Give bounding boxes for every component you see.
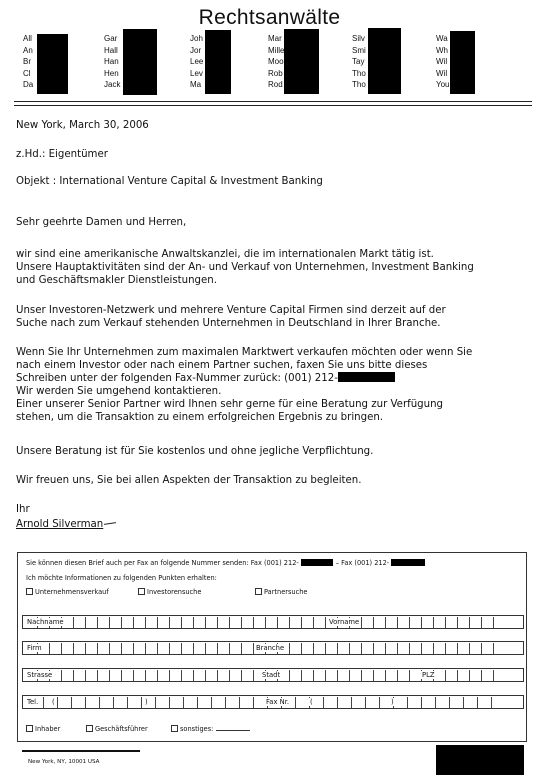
character-box-divider [99, 697, 100, 708]
fax-paren-open: ( [310, 698, 313, 706]
footer-rule [22, 750, 140, 752]
character-box-divider [493, 617, 494, 628]
character-box-divider [145, 670, 146, 681]
character-box-divider [169, 617, 170, 628]
checkbox-inhaber[interactable] [26, 725, 60, 733]
partner-name: Mar [268, 34, 282, 43]
redaction-block [368, 28, 401, 94]
character-box-divider [295, 697, 296, 708]
checkbox-label: sonstiges: [180, 725, 214, 733]
fax-number-text: Schreiben unter der folgenden Fax-Nummer zurück: (001) 212- [16, 373, 338, 384]
header-rule [14, 105, 532, 106]
character-box-divider [289, 617, 290, 628]
checkbox-sonstiges[interactable] [171, 725, 250, 733]
character-box-divider [133, 670, 134, 681]
character-box-divider [211, 697, 212, 708]
partner-name-column [104, 33, 120, 91]
letter-paragraph-4: Unsere Beratung ist für Sie kostenlos und ohne jegliche Verpflichtung. [16, 446, 374, 457]
partner-name: All [23, 34, 32, 43]
checkbox-icon [26, 588, 33, 595]
field-label-firm: Firm [27, 644, 42, 652]
character-box-divider [197, 697, 198, 708]
character-box-divider [127, 697, 128, 708]
character-box-divider [433, 643, 434, 654]
character-box-divider [491, 697, 492, 708]
character-box-divider [361, 670, 362, 681]
letter-line: wir sind eine amerikanische Anwaltskanzlei, die im internationalen Markt tätig ist. [16, 249, 434, 260]
character-box-divider [325, 617, 326, 628]
character-box-divider [229, 643, 230, 654]
character-box-divider [253, 617, 254, 628]
character-box-divider [157, 670, 158, 681]
checkbox-geschaeftsfuehrer[interactable] [86, 725, 148, 733]
character-box-divider [193, 617, 194, 628]
footer-address: New York, NY, 10001 USA [28, 759, 100, 765]
character-box-divider [373, 643, 374, 654]
redaction-block [301, 559, 333, 566]
letter-date: New York, March 30, 2006 [16, 120, 149, 131]
letter-attention: z.Hd.: Eigentümer [16, 149, 108, 160]
field-row-address[interactable] [22, 668, 524, 682]
letter-signature [16, 518, 531, 531]
redaction-block [123, 29, 157, 95]
character-box-divider [169, 643, 170, 654]
character-box-divider [57, 697, 58, 708]
partner-name: Smi [352, 45, 366, 55]
character-box-divider [225, 697, 226, 708]
character-box-divider [313, 643, 314, 654]
field-label-stadt: Stadt [262, 671, 281, 679]
letter-line: Unsere Hauptaktivitäten sind der An- und Verkauf von Unternehmen, Investment Banking [16, 262, 474, 273]
tel-paren-close: ) [145, 698, 148, 706]
character-box-divider [241, 643, 242, 654]
redaction-block [37, 34, 68, 94]
redaction-block [338, 372, 395, 382]
letter-paragraph-1 [16, 248, 531, 287]
character-box-divider [181, 643, 182, 654]
character-box-divider [385, 643, 386, 654]
character-box-divider [205, 670, 206, 681]
character-box-divider [337, 697, 338, 708]
partner-name: Rob [268, 68, 283, 78]
letter-salutation: Sehr geehrte Damen und Herren, [16, 217, 187, 228]
letter-line: Wir werden Sie umgehend kontaktieren. [16, 386, 222, 397]
character-box-divider [217, 617, 218, 628]
character-box-divider [469, 670, 470, 681]
partner-name: Mille [268, 45, 285, 55]
character-box-divider [121, 617, 122, 628]
character-box-divider [109, 643, 110, 654]
form-info-line: Ich möchte Informationen zu folgenden Punkten erhalten: [26, 574, 217, 582]
form-fax-instruction-second: – Fax (001) 212- [335, 559, 390, 567]
partner-name: Hen [104, 68, 119, 78]
partner-name: Cl [23, 68, 31, 78]
character-box-divider [337, 643, 338, 654]
character-box-divider [43, 697, 44, 708]
checkbox-icon [138, 588, 145, 595]
character-box-divider [313, 670, 314, 681]
character-box-divider [481, 670, 482, 681]
partner-name: Jack [104, 80, 121, 89]
redaction-block [391, 559, 425, 566]
partner-name: Da [23, 80, 34, 89]
character-box-divider [407, 697, 408, 708]
checkbox-icon [255, 588, 262, 595]
partner-name: Gar [104, 34, 118, 43]
letter-subject: Objekt : International Venture Capital & Investment Banking [16, 176, 323, 187]
field-row-name[interactable] [22, 615, 524, 629]
letter-line: Suche nach zum Verkauf stehenden Unternehmen in Deutschland in Ihrer Branche. [16, 318, 441, 329]
checkbox-label: Inhaber [35, 725, 61, 733]
character-box-divider [97, 670, 98, 681]
field-label-strasse: Strasse [27, 671, 53, 679]
character-box-divider [457, 643, 458, 654]
character-box-divider [445, 670, 446, 681]
letter-line: stehen, um die Transaktion zu einem erfolgreichen Ergebnis zu bringen. [16, 412, 384, 423]
character-box-divider [253, 643, 254, 654]
character-box-divider [141, 697, 142, 708]
field-label-tel: Tel. [27, 698, 39, 706]
character-box-divider [477, 697, 478, 708]
field-label-plz: PLZ [422, 671, 435, 679]
character-box-divider [71, 697, 72, 708]
partner-name: Ma [190, 80, 202, 89]
character-box-divider [97, 643, 98, 654]
checkbox-investorensuche[interactable] [138, 588, 201, 596]
letter-paragraph-5: Wir freuen uns, Sie bei allen Aspekten der Transaktion zu begleiten. [16, 475, 362, 486]
partner-name: An [23, 45, 33, 55]
character-box-divider [421, 617, 422, 628]
reply-fax-form [17, 552, 527, 742]
character-box-divider [97, 617, 98, 628]
partner-name: Wil [436, 57, 448, 66]
character-box-divider [409, 643, 410, 654]
character-box-divider [445, 643, 446, 654]
checkbox-label: Investorensuche [147, 588, 202, 596]
letterhead-title: Rechtsanwälte [198, 6, 341, 29]
character-box-divider [481, 643, 482, 654]
character-box-divider [349, 670, 350, 681]
character-box-divider [435, 697, 436, 708]
character-box-divider [109, 617, 110, 628]
character-box-divider [313, 617, 314, 628]
character-box-divider [61, 670, 62, 681]
partner-name: Jor [190, 45, 202, 55]
sonstiges-line [216, 730, 250, 731]
character-box-divider [301, 643, 302, 654]
field-label-branche: Branche [256, 644, 285, 652]
character-box-divider [181, 617, 182, 628]
partner-name: Hall [104, 45, 118, 55]
character-box-divider [409, 670, 410, 681]
redaction-block [450, 31, 475, 94]
letter-closing: Ihr [16, 504, 30, 515]
character-box-divider [169, 697, 170, 708]
partner-name: Br [23, 57, 31, 66]
checkbox-unternehmensverkauf[interactable] [26, 588, 109, 596]
character-box-divider [181, 670, 182, 681]
partner-name-column [268, 33, 284, 91]
redaction-block [205, 30, 231, 94]
letter-paragraph-3 [16, 346, 531, 424]
character-box-divider [493, 670, 494, 681]
character-box-divider [385, 670, 386, 681]
partner-name: Rod [268, 80, 283, 89]
character-box-divider [253, 697, 254, 708]
field-row-firm[interactable] [22, 641, 524, 655]
partner-name: Tho [352, 68, 366, 78]
character-box-divider [239, 697, 240, 708]
character-box-divider [205, 643, 206, 654]
letter-paragraph-2 [16, 304, 531, 330]
character-box-divider [113, 697, 114, 708]
character-box-divider [469, 643, 470, 654]
character-box-divider [323, 697, 324, 708]
character-box-divider [373, 617, 374, 628]
character-box-divider [49, 643, 50, 654]
field-label-vorname: Vorname [329, 618, 360, 626]
character-box-divider [457, 670, 458, 681]
letter-line: Einer unserer Senior Partner wird Ihnen sehr gerne für eine Beratung zur Verfügung [16, 399, 444, 410]
character-box-divider [373, 670, 374, 681]
character-box-divider [241, 617, 242, 628]
character-box-divider [157, 617, 158, 628]
character-box-divider [379, 697, 380, 708]
partner-name-column [23, 33, 33, 91]
partner-name: Wa [436, 34, 448, 43]
character-box-divider [301, 617, 302, 628]
character-box-divider [73, 617, 74, 628]
character-box-divider [449, 697, 450, 708]
character-box-divider [85, 670, 86, 681]
tel-paren-open: ( [52, 698, 55, 706]
letter-line: und Geschäftsmakler Dienstleistungen. [16, 275, 217, 286]
character-box-divider [217, 643, 218, 654]
character-box-divider [385, 617, 386, 628]
partner-name: Silv [352, 34, 365, 43]
checkbox-icon [86, 725, 93, 732]
character-box-divider [463, 697, 464, 708]
checkbox-icon [26, 725, 33, 732]
character-box-divider [409, 617, 410, 628]
header-rule [14, 101, 532, 102]
character-box-divider [365, 697, 366, 708]
character-box-divider [155, 697, 156, 708]
character-box-divider [133, 643, 134, 654]
character-box-divider [481, 617, 482, 628]
character-box-divider [457, 617, 458, 628]
character-box-divider [361, 617, 362, 628]
partner-name-column [190, 33, 203, 91]
character-box-divider [325, 643, 326, 654]
signature-flourish [104, 522, 116, 525]
partner-name: Moo [268, 57, 284, 66]
partner-name-column [436, 33, 450, 91]
character-box-divider [183, 697, 184, 708]
character-box-divider [157, 643, 158, 654]
form-fax-instruction-text: Sie können diesen Brief auch per Fax an folgende Nummer senden: Fax (001) 212- [26, 559, 299, 567]
signature-name: Arnold Silverman [16, 519, 104, 530]
redaction-block [436, 745, 524, 775]
character-box-divider [73, 643, 74, 654]
character-box-divider [265, 617, 266, 628]
character-box-divider [73, 670, 74, 681]
partner-name: Lee [190, 57, 204, 66]
character-box-divider [337, 670, 338, 681]
character-box-divider [85, 697, 86, 708]
character-box-divider [325, 670, 326, 681]
letter-line [16, 372, 531, 385]
checkbox-label: Unternehmensverkauf [35, 588, 109, 596]
character-box-divider [61, 643, 62, 654]
character-box-divider [361, 643, 362, 654]
character-box-divider [277, 617, 278, 628]
character-box-divider [397, 617, 398, 628]
checkbox-icon [171, 725, 178, 732]
character-box-divider [133, 617, 134, 628]
character-box-divider [493, 643, 494, 654]
character-box-divider [469, 617, 470, 628]
character-box-divider [301, 670, 302, 681]
character-box-divider [85, 617, 86, 628]
character-box-divider [421, 697, 422, 708]
character-box-divider [217, 670, 218, 681]
character-box-divider [193, 643, 194, 654]
field-label-fax: Fax Nr. [266, 698, 290, 706]
character-box-divider [421, 643, 422, 654]
character-box-divider [121, 670, 122, 681]
partner-name: Tay [352, 57, 365, 66]
character-box-divider [289, 643, 290, 654]
character-box-divider [145, 617, 146, 628]
character-box-divider [121, 643, 122, 654]
partner-name: Lev [190, 68, 203, 78]
character-box-divider [397, 643, 398, 654]
character-box-divider [145, 643, 146, 654]
character-box-divider [193, 670, 194, 681]
partner-name: Han [104, 57, 119, 66]
letter-line: Unser Investoren-Netzwerk und mehrere Venture Capital Firmen sind derzeit auf der [16, 305, 446, 316]
character-box-divider [351, 697, 352, 708]
letter-line: Wenn Sie Ihr Unternehmen zum maximalen Marktwert verkaufen möchten oder wenn Sie [16, 347, 473, 358]
partner-name: You [436, 80, 450, 89]
checkbox-label: Partnersuche [264, 588, 308, 596]
partner-name: Tho [352, 80, 366, 89]
field-label-nachname: Nachname [27, 618, 64, 626]
character-box-divider [397, 670, 398, 681]
partner-name: Wil [436, 68, 448, 78]
checkbox-label: Geschäftsführer [95, 725, 148, 733]
character-box-divider [349, 643, 350, 654]
field-row-phone[interactable] [22, 695, 524, 709]
form-fax-instruction [26, 559, 425, 567]
character-box-divider [229, 670, 230, 681]
fax-paren-close: ) [391, 698, 394, 706]
character-box-divider [241, 670, 242, 681]
letter-line: nach einem Investor oder nach einem Partner suchen, faxen Sie uns bitte dieses [16, 360, 428, 371]
partner-name: Joh [190, 34, 203, 43]
character-box-divider [253, 670, 254, 681]
character-box-divider [109, 670, 110, 681]
partner-name: Wh [436, 45, 448, 55]
character-box-divider [229, 617, 230, 628]
character-box-divider [445, 617, 446, 628]
character-box-divider [433, 617, 434, 628]
redaction-block [284, 29, 319, 94]
checkbox-partnersuche[interactable] [255, 588, 307, 596]
character-box-divider [205, 617, 206, 628]
character-box-divider [169, 670, 170, 681]
character-box-divider [289, 670, 290, 681]
character-box-divider [85, 643, 86, 654]
partner-name-column [352, 33, 366, 91]
